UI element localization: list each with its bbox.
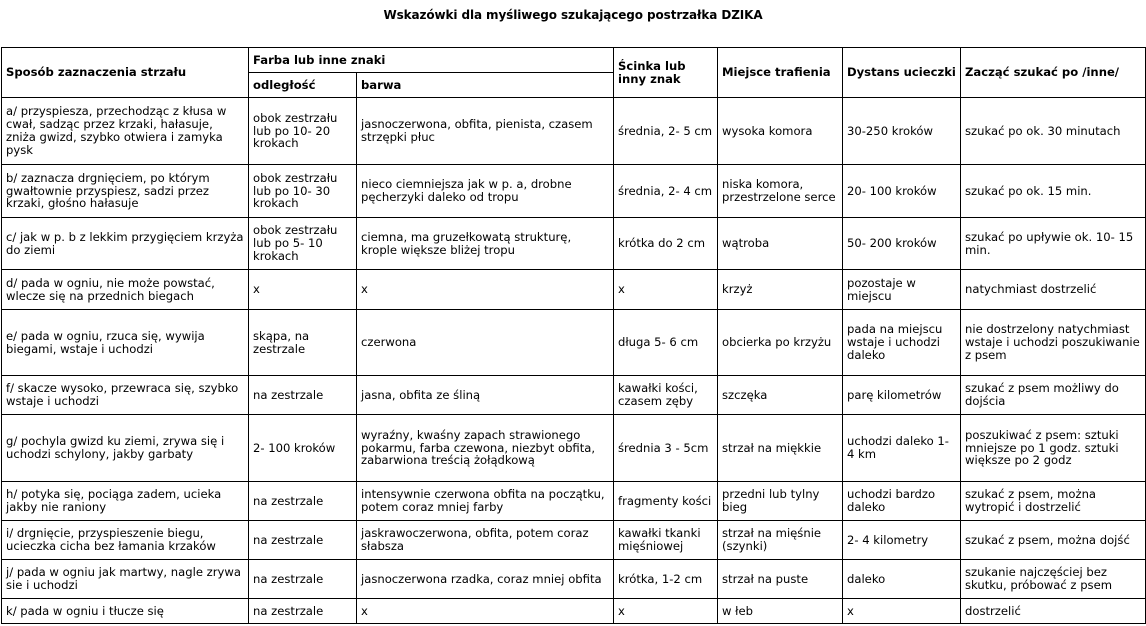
cell-color: x [357, 599, 614, 624]
cell-cut: fragmenty kości [614, 482, 718, 521]
cell-flee: uchodzi daleko 1- 4 km [843, 415, 961, 482]
cell-method: c/ jak w p. b z lekkim przygięciem krzyża do ziemi [2, 218, 249, 270]
cell-flee: 30-250 kroków [843, 98, 961, 165]
cell-distance: na zestrzale [249, 482, 357, 521]
header-blood: Farba lub inne znaki [249, 48, 614, 73]
header-method: Sposób zaznaczenia strzału [2, 48, 249, 98]
cell-hit: strzał na miękkie [718, 415, 843, 482]
cell-color: jaskrawoczerwona, obfita, potem coraz słabsza [357, 521, 614, 560]
cell-flee: daleko [843, 560, 961, 599]
cell-color: ciemna, ma gruzełkowatą strukturę, krople większe bliżej tropu [357, 218, 614, 270]
cell-cut: x [614, 270, 718, 310]
cell-hit: wątroba [718, 218, 843, 270]
cell-hit: strzał na mięśnie (szynki) [718, 521, 843, 560]
header-hit: Miejsce trafienia [718, 48, 843, 98]
cell-distance: na zestrzale [249, 376, 357, 415]
cell-color: nieco ciemniejsza jak w p. a, drobne pęcherzyki daleko od tropu [357, 165, 614, 218]
cell-cut: krótka do 2 cm [614, 218, 718, 270]
cell-cut: średnia, 2- 4 cm [614, 165, 718, 218]
cell-method: i/ drgnięcie, przyspieszenie biegu, ucieczka cicha bez łamania krzaków [2, 521, 249, 560]
cell-flee: pozostaje w miejscu [843, 270, 961, 310]
cell-cut: średnia 3 - 5cm [614, 415, 718, 482]
cell-color: wyraźny, kwaśny zapach strawionego pokarmu, farba czewona, niezbyt obfita, zabarwiona treścią żołądkową [357, 415, 614, 482]
header-color: barwa [357, 73, 614, 98]
cell-search: nie dostrzelony natychmiast wstaje i uchodzi poszukiwanie z psem [961, 310, 1146, 376]
cell-flee: uchodzi bardzo daleko [843, 482, 961, 521]
cell-hit: w łeb [718, 599, 843, 624]
cell-cut: kawałki kości, czasem zęby [614, 376, 718, 415]
table-row [2, 270, 1146, 310]
header-flee: Dystans ucieczki [843, 48, 961, 98]
cell-flee: 50- 200 kroków [843, 218, 961, 270]
cell-distance: skąpa, na zestrzale [249, 310, 357, 376]
table-row [2, 521, 1146, 560]
cell-distance: obok zestrzału lub po 5- 10 krokach [249, 218, 357, 270]
header-distance: odległość [249, 73, 357, 98]
cell-flee: parę kilometrów [843, 376, 961, 415]
table-row [2, 98, 1146, 165]
cell-distance: na zestrzale [249, 599, 357, 624]
cell-cut: krótka, 1-2 cm [614, 560, 718, 599]
cell-hit: krzyż [718, 270, 843, 310]
cell-hit: wysoka komora [718, 98, 843, 165]
cell-method: f/ skacze wysoko, przewraca się, szybko wstaje i uchodzi [2, 376, 249, 415]
cell-hit: niska komora, przestrzelone serce [718, 165, 843, 218]
header-cut: Ścinka lub inny znak [614, 48, 718, 98]
cell-distance: 2- 100 kroków [249, 415, 357, 482]
cell-method: k/ pada w ogniu i tłucze się [2, 599, 249, 624]
cell-search: natychmiast dostrzelić [961, 270, 1146, 310]
cell-method: h/ potyka się, pociąga zadem, ucieka jakby nie raniony [2, 482, 249, 521]
cell-distance: na zestrzale [249, 560, 357, 599]
table-row [2, 599, 1146, 624]
cell-search: szukać po ok. 30 minutach [961, 98, 1146, 165]
cell-color: czerwona [357, 310, 614, 376]
cell-flee: 2- 4 kilometry [843, 521, 961, 560]
cell-method: j/ pada w ogniu jak martwy, nagle zrywa sie i uchodzi [2, 560, 249, 599]
table-row [2, 165, 1146, 218]
cell-distance: na zestrzale [249, 521, 357, 560]
table-row [2, 376, 1146, 415]
cell-flee: 20- 100 kroków [843, 165, 961, 218]
cell-cut: x [614, 599, 718, 624]
table-row [2, 482, 1146, 521]
cell-search: dostrzelić [961, 599, 1146, 624]
cell-search: szukać z psem, można wytropić i dostrzelić [961, 482, 1146, 521]
cell-cut: długa 5- 6 cm [614, 310, 718, 376]
cell-search: szukanie najczęściej bez skutku, próbować z psem [961, 560, 1146, 599]
cell-hit: szczęka [718, 376, 843, 415]
table-row [2, 415, 1146, 482]
cell-color: x [357, 270, 614, 310]
cell-color: jasnoczerwona rzadka, coraz mniej obfita [357, 560, 614, 599]
cell-search: szukać z psem, można dojść [961, 521, 1146, 560]
table-row [2, 218, 1146, 270]
wound-tracking-table [1, 47, 1146, 624]
cell-flee: pada na miejscu wstaje i uchodzi daleko [843, 310, 961, 376]
cell-search: poszukiwać z psem: sztuki mniejsze po 1 godz. sztuki większe po 2 godz [961, 415, 1146, 482]
cell-distance: obok zestrzału lub po 10- 20 krokach [249, 98, 357, 165]
cell-color: intensywnie czerwona obfita na początku, potem coraz mniej farby [357, 482, 614, 521]
cell-method: d/ pada w ogniu, nie może powstać, wlecze się na przednich biegach [2, 270, 249, 310]
cell-method: a/ przyspiesza, przechodząc z kłusa w cwał, sadząc przez krzaki, hałasuje, zniża gwizd, szybko otwiera i zamyka pysk [2, 98, 249, 165]
cell-search: szukać po ok. 15 min. [961, 165, 1146, 218]
cell-search: szukać z psem możliwy do dojścia [961, 376, 1146, 415]
header-search: Zacząć szukać po /inne/ [961, 48, 1146, 98]
cell-distance: x [249, 270, 357, 310]
cell-color: jasnoczerwona, obfita, pienista, czasem strzępki płuc [357, 98, 614, 165]
cell-hit: przedni lub tylny bieg [718, 482, 843, 521]
cell-hit: obcierka po krzyżu [718, 310, 843, 376]
cell-search: szukać po upływie ok. 10- 15 min. [961, 218, 1146, 270]
cell-method: b/ zaznacza drgnięciem, po którym gwałtownie przyspiesz, sadzi przez krzaki, głośno hałasuje [2, 165, 249, 218]
table-row [2, 560, 1146, 599]
cell-flee: x [843, 599, 961, 624]
table-row [2, 310, 1146, 376]
cell-cut: średnia, 2- 5 cm [614, 98, 718, 165]
page-title: Wskazówki dla myśliwego szukającego postrzałka DZIKA [383, 8, 763, 22]
cell-method: e/ pada w ogniu, rzuca się, wywija biegami, wstaje i uchodzi [2, 310, 249, 376]
cell-color: jasna, obfita ze śliną [357, 376, 614, 415]
cell-method: g/ pochyla gwizd ku ziemi, zrywa się i uchodzi schylony, jakby garbaty [2, 415, 249, 482]
cell-cut: kawałki tkanki mięśniowej [614, 521, 718, 560]
cell-hit: strzał na puste [718, 560, 843, 599]
cell-distance: obok zestrzału lub po 10- 30 krokach [249, 165, 357, 218]
